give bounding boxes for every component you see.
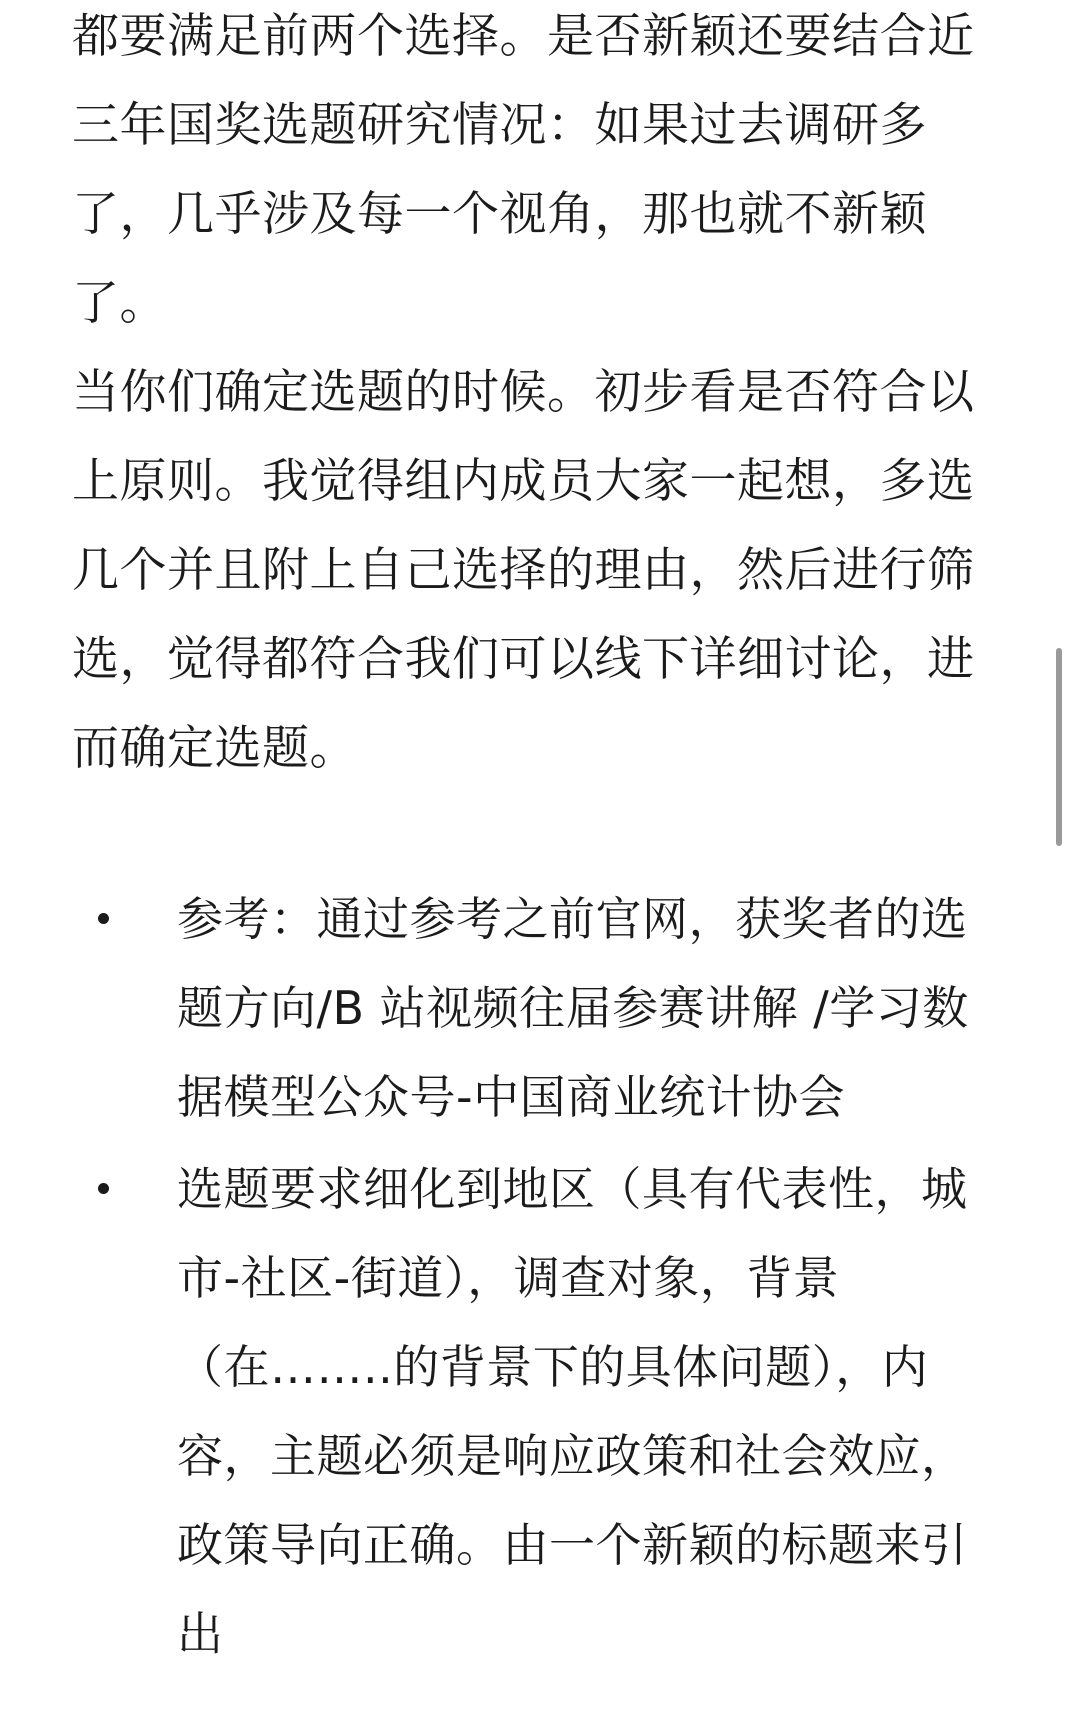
scrollbar-thumb[interactable] — [1056, 648, 1062, 846]
text-line: 题方向/B 站视频往届参赛讲解 /学习数 — [177, 981, 969, 1035]
paragraph-novelty — [72, 0, 1002, 348]
list-item-reference — [72, 875, 1002, 1142]
text-line: 政策导向正确。由一个新颖的标题来引 — [177, 1518, 968, 1572]
text-line: 据模型公众号-中国商业统计协会 — [177, 1070, 846, 1124]
paragraph-topic-selection — [72, 348, 1002, 793]
text-line: 选题要求细化到地区（具有代表性，城 — [177, 1162, 968, 1216]
text-line: 容，主题必须是响应政策和社会效应， — [177, 1429, 968, 1483]
text-line: 几个并且附上自己选择的理由，然后进行筛 — [72, 543, 975, 598]
article-content — [72, 0, 1002, 1679]
list-item-requirements — [72, 1145, 1002, 1679]
text-line: 选，觉得都符合我们可以线下详细讨论，进 — [72, 632, 975, 687]
text-line: 市-社区-街道），调查对象，背景 — [177, 1251, 840, 1305]
text-line: 当你们确定选题的时候。初步看是否符合以 — [72, 365, 975, 420]
bullet-dot-icon — [98, 875, 110, 964]
text-line: 上原则。我觉得组内成员大家一起想，多选 — [72, 454, 975, 509]
bullet-dot-icon — [98, 1145, 110, 1234]
text-line: 参考：通过参考之前官网，获奖者的选 — [177, 892, 968, 946]
text-line: 而确定选题。 — [72, 721, 357, 776]
bullet-list — [72, 875, 1002, 1679]
text-line: 都要满足前两个选择。是否新颖还要结合近 — [72, 9, 975, 64]
text-line: 了。 — [72, 276, 167, 331]
text-line: （在……..的背景下的具体问题），内 — [177, 1340, 929, 1394]
text-line: 出 — [177, 1607, 224, 1661]
text-line: 了，几乎涉及每一个视角，那也就不新颖 — [72, 187, 927, 242]
text-line: 三年国奖选题研究情况：如果过去调研多 — [72, 98, 927, 153]
